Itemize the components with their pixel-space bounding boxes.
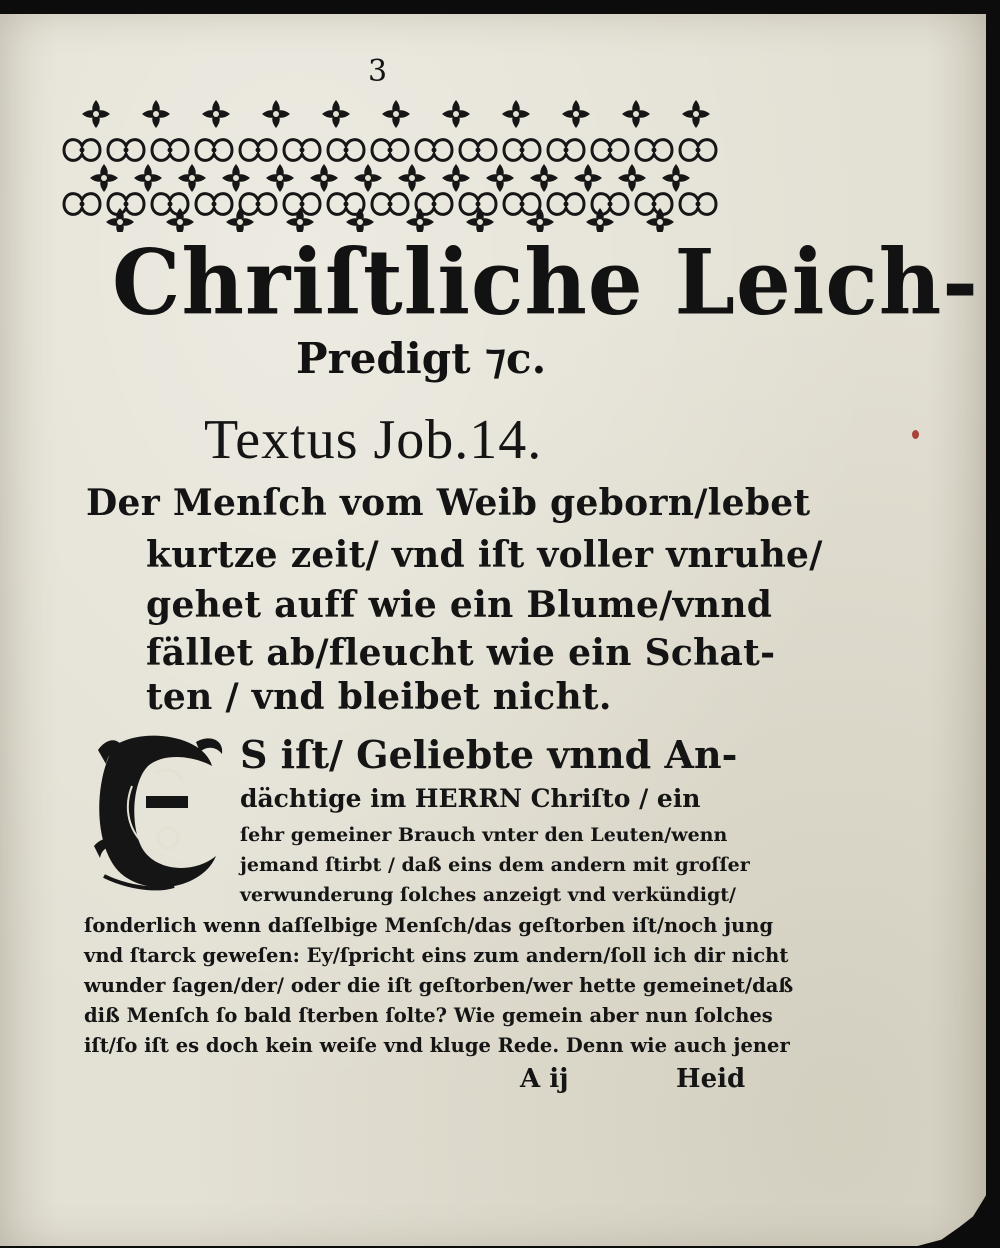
decorated-initial-e xyxy=(84,726,234,898)
body-line: dächtige im HERRN Chriſto / ein xyxy=(240,784,701,813)
page-number: 3 xyxy=(368,54,388,89)
decorative-ornament-band xyxy=(60,92,722,232)
verse-line: gehet auff wie ein Blume/vnnd xyxy=(146,584,773,626)
body-line: wunder ſagen/der/ oder die iſt geſtorben/wer hette gemeinet/daß xyxy=(84,974,794,997)
verse-line: kurtze zeit/ vnd iſt voller vnruhe/ xyxy=(146,534,823,576)
body-line: diß Menſch ſo bald ſterben ſolte? Wie gemein aber nun ſolches xyxy=(84,1004,773,1027)
body-line: ſonderlich wenn daſſelbige Menſch/das geſtorben iſt/noch jung xyxy=(84,914,774,937)
body-line: vnd ſtarck geweſen: Ey/ſpricht eins zum andern/ſoll ich dir nicht xyxy=(84,944,789,967)
scripture-reference: Textus Job.14. xyxy=(204,409,543,471)
body-line: jemand ſtirbt / daß eins dem andern mit groſſer xyxy=(240,854,750,876)
catchword: Heid xyxy=(676,1064,746,1094)
verse-line: ten / vnd bleibet nicht. xyxy=(146,676,612,718)
verse-line: Der Menſch vom Weib geborn/lebet xyxy=(86,482,811,524)
body-line: S iſt/ Geliebte vnnd An- xyxy=(240,732,738,777)
body-line: iſt/ſo iſt es doch kein weiſe vnd kluge Rede. Denn wie auch jener xyxy=(84,1034,790,1057)
red-stain-mark xyxy=(912,430,919,439)
sermon-title: Chriſtliche Leich- xyxy=(112,229,979,336)
signature-mark: A ij xyxy=(520,1064,569,1094)
body-line: verwunderung ſolches anzeigt vnd verkündigt/ xyxy=(240,884,736,906)
verse-line: fället ab/fleucht wie ein Schat- xyxy=(146,632,776,674)
book-page xyxy=(0,14,986,1246)
sermon-subtitle: Predigt ⁊c. xyxy=(296,334,547,383)
body-line: ſehr gemeiner Brauch vnter den Leuten/wenn xyxy=(240,824,728,846)
